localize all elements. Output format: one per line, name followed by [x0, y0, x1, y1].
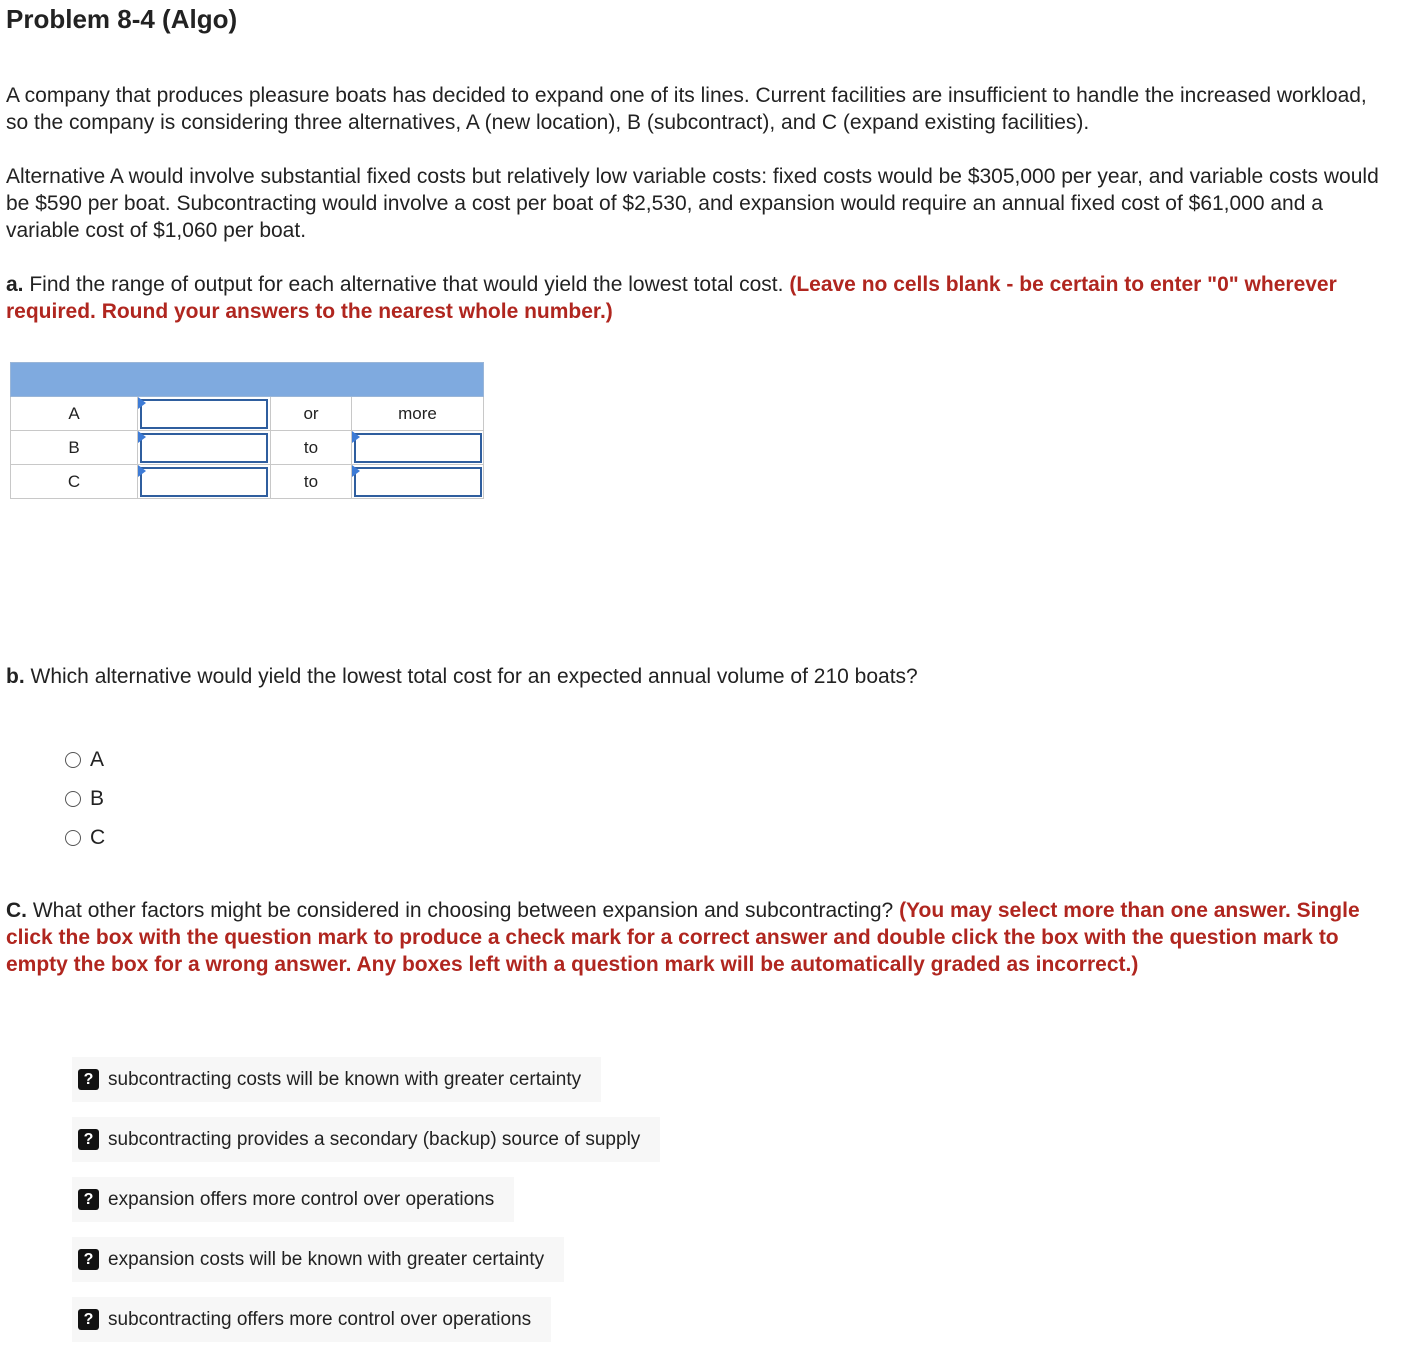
- input-cell: [352, 431, 484, 465]
- input-cell: [352, 465, 484, 499]
- question-mark-box-icon[interactable]: ?: [78, 1129, 99, 1150]
- intro-paragraph-1: [6, 82, 1391, 136]
- range-b-upper-input[interactable]: [354, 433, 482, 463]
- range-separator: or: [271, 397, 352, 431]
- check-label: subcontracting provides a secondary (backup) source of supply: [108, 1128, 641, 1150]
- input-cell: [138, 431, 271, 465]
- check-row: [72, 1117, 660, 1177]
- range-table: [10, 362, 484, 499]
- alt-label: A: [11, 397, 138, 431]
- table-row-c: [11, 465, 484, 499]
- range-a-upper-text: more: [352, 397, 484, 431]
- radio-label: B: [90, 786, 105, 810]
- table-row-b: [11, 431, 484, 465]
- part-c-label: C.: [6, 899, 27, 922]
- part-a-text: Find the range of output for each alternative that would yield the lowest total cost.: [29, 273, 784, 296]
- radio-circle-icon[interactable]: [65, 791, 81, 807]
- radio-label: C: [90, 825, 106, 849]
- range-c-upper-input[interactable]: [354, 467, 482, 497]
- check-row: [72, 1237, 660, 1297]
- check-label: subcontracting offers more control over operations: [108, 1308, 532, 1330]
- check-row: [72, 1297, 660, 1357]
- intro-text-1: A company that produces pleasure boats has decided to expand one of its lines. Current facilities are insufficient to handle the increased workload, so the company is considering three alternatives, A (new location), B (subcontract), and C (expand existing facilities).: [6, 84, 1367, 134]
- question-mark-box-icon[interactable]: ?: [78, 1189, 99, 1210]
- flag-icon: [138, 397, 146, 409]
- input-cell: [138, 465, 271, 499]
- part-b-text: Which alternative would yield the lowest total cost for an expected annual volume of 210 boats?: [30, 665, 918, 688]
- table-header-row: [11, 363, 484, 397]
- part-b-label: b.: [6, 665, 25, 688]
- range-a-lower-input[interactable]: [140, 399, 268, 429]
- radio-label: A: [90, 747, 105, 771]
- check-label: expansion costs will be known with greater certainty: [108, 1248, 545, 1270]
- question-mark-box-icon[interactable]: ?: [78, 1069, 99, 1090]
- radio-option-b[interactable]: [65, 779, 105, 818]
- part-b-question: [6, 663, 1391, 690]
- range-c-lower-input[interactable]: [140, 467, 268, 497]
- radio-circle-icon[interactable]: [65, 830, 81, 846]
- alt-label: B: [11, 431, 138, 465]
- part-c-instruction: (You may select more than one answer. Single click the box with the question mark to produce a check mark for a correct answer and double click the box with the question mark to empty the box for a wrong answer. Any boxes left with a question mark will be automatically graded as incorrect.): [6, 899, 1360, 976]
- part-c-question: [6, 897, 1391, 978]
- range-separator: to: [271, 431, 352, 465]
- part-a-question: [6, 271, 1391, 325]
- flag-icon: [138, 431, 146, 443]
- flag-icon: [138, 465, 146, 477]
- radio-option-a[interactable]: [65, 740, 105, 779]
- problem-title: Problem 8-4 (Algo): [6, 4, 238, 34]
- check-row: [72, 1177, 660, 1237]
- intro-text-2: Alternative A would involve substantial fixed costs but relatively low variable costs: fixed costs would be $305,000 per year, and variable costs would be $590 per boat. Subcontracting would involve a cost per boat of $2,530, and expansion would require an annual fixed cost of $61,000 and a variable cost of $1,060 per boat.: [6, 165, 1379, 242]
- flag-icon: [352, 431, 360, 443]
- part-c-options: [72, 1057, 660, 1357]
- question-mark-box-icon[interactable]: ?: [78, 1249, 99, 1270]
- check-option-4[interactable]: [72, 1237, 564, 1282]
- check-option-5[interactable]: [72, 1297, 551, 1342]
- intro-paragraph-2: [6, 163, 1391, 244]
- flag-icon: [352, 465, 360, 477]
- part-c-text: What other factors might be considered in choosing between expansion and subcontracting?: [32, 899, 894, 922]
- check-row: [72, 1057, 660, 1117]
- range-b-lower-input[interactable]: [140, 433, 268, 463]
- question-mark-box-icon[interactable]: ?: [78, 1309, 99, 1330]
- check-option-3[interactable]: [72, 1177, 514, 1222]
- table-row-a: [11, 397, 484, 431]
- check-option-1[interactable]: [72, 1057, 601, 1102]
- check-label: expansion offers more control over operations: [108, 1188, 495, 1210]
- radio-circle-icon[interactable]: [65, 752, 81, 768]
- check-label: subcontracting costs will be known with greater certainty: [108, 1068, 582, 1090]
- radio-option-c[interactable]: [65, 818, 105, 857]
- input-cell: [138, 397, 271, 431]
- range-separator: to: [271, 465, 352, 499]
- part-a-instruction: (Leave no cells blank - be certain to enter "0" wherever required. Round your answers to the nearest whole number.): [6, 273, 1337, 323]
- check-option-2[interactable]: [72, 1117, 660, 1162]
- part-a-label: a.: [6, 273, 24, 296]
- alt-label: C: [11, 465, 138, 499]
- part-b-options: [65, 740, 105, 857]
